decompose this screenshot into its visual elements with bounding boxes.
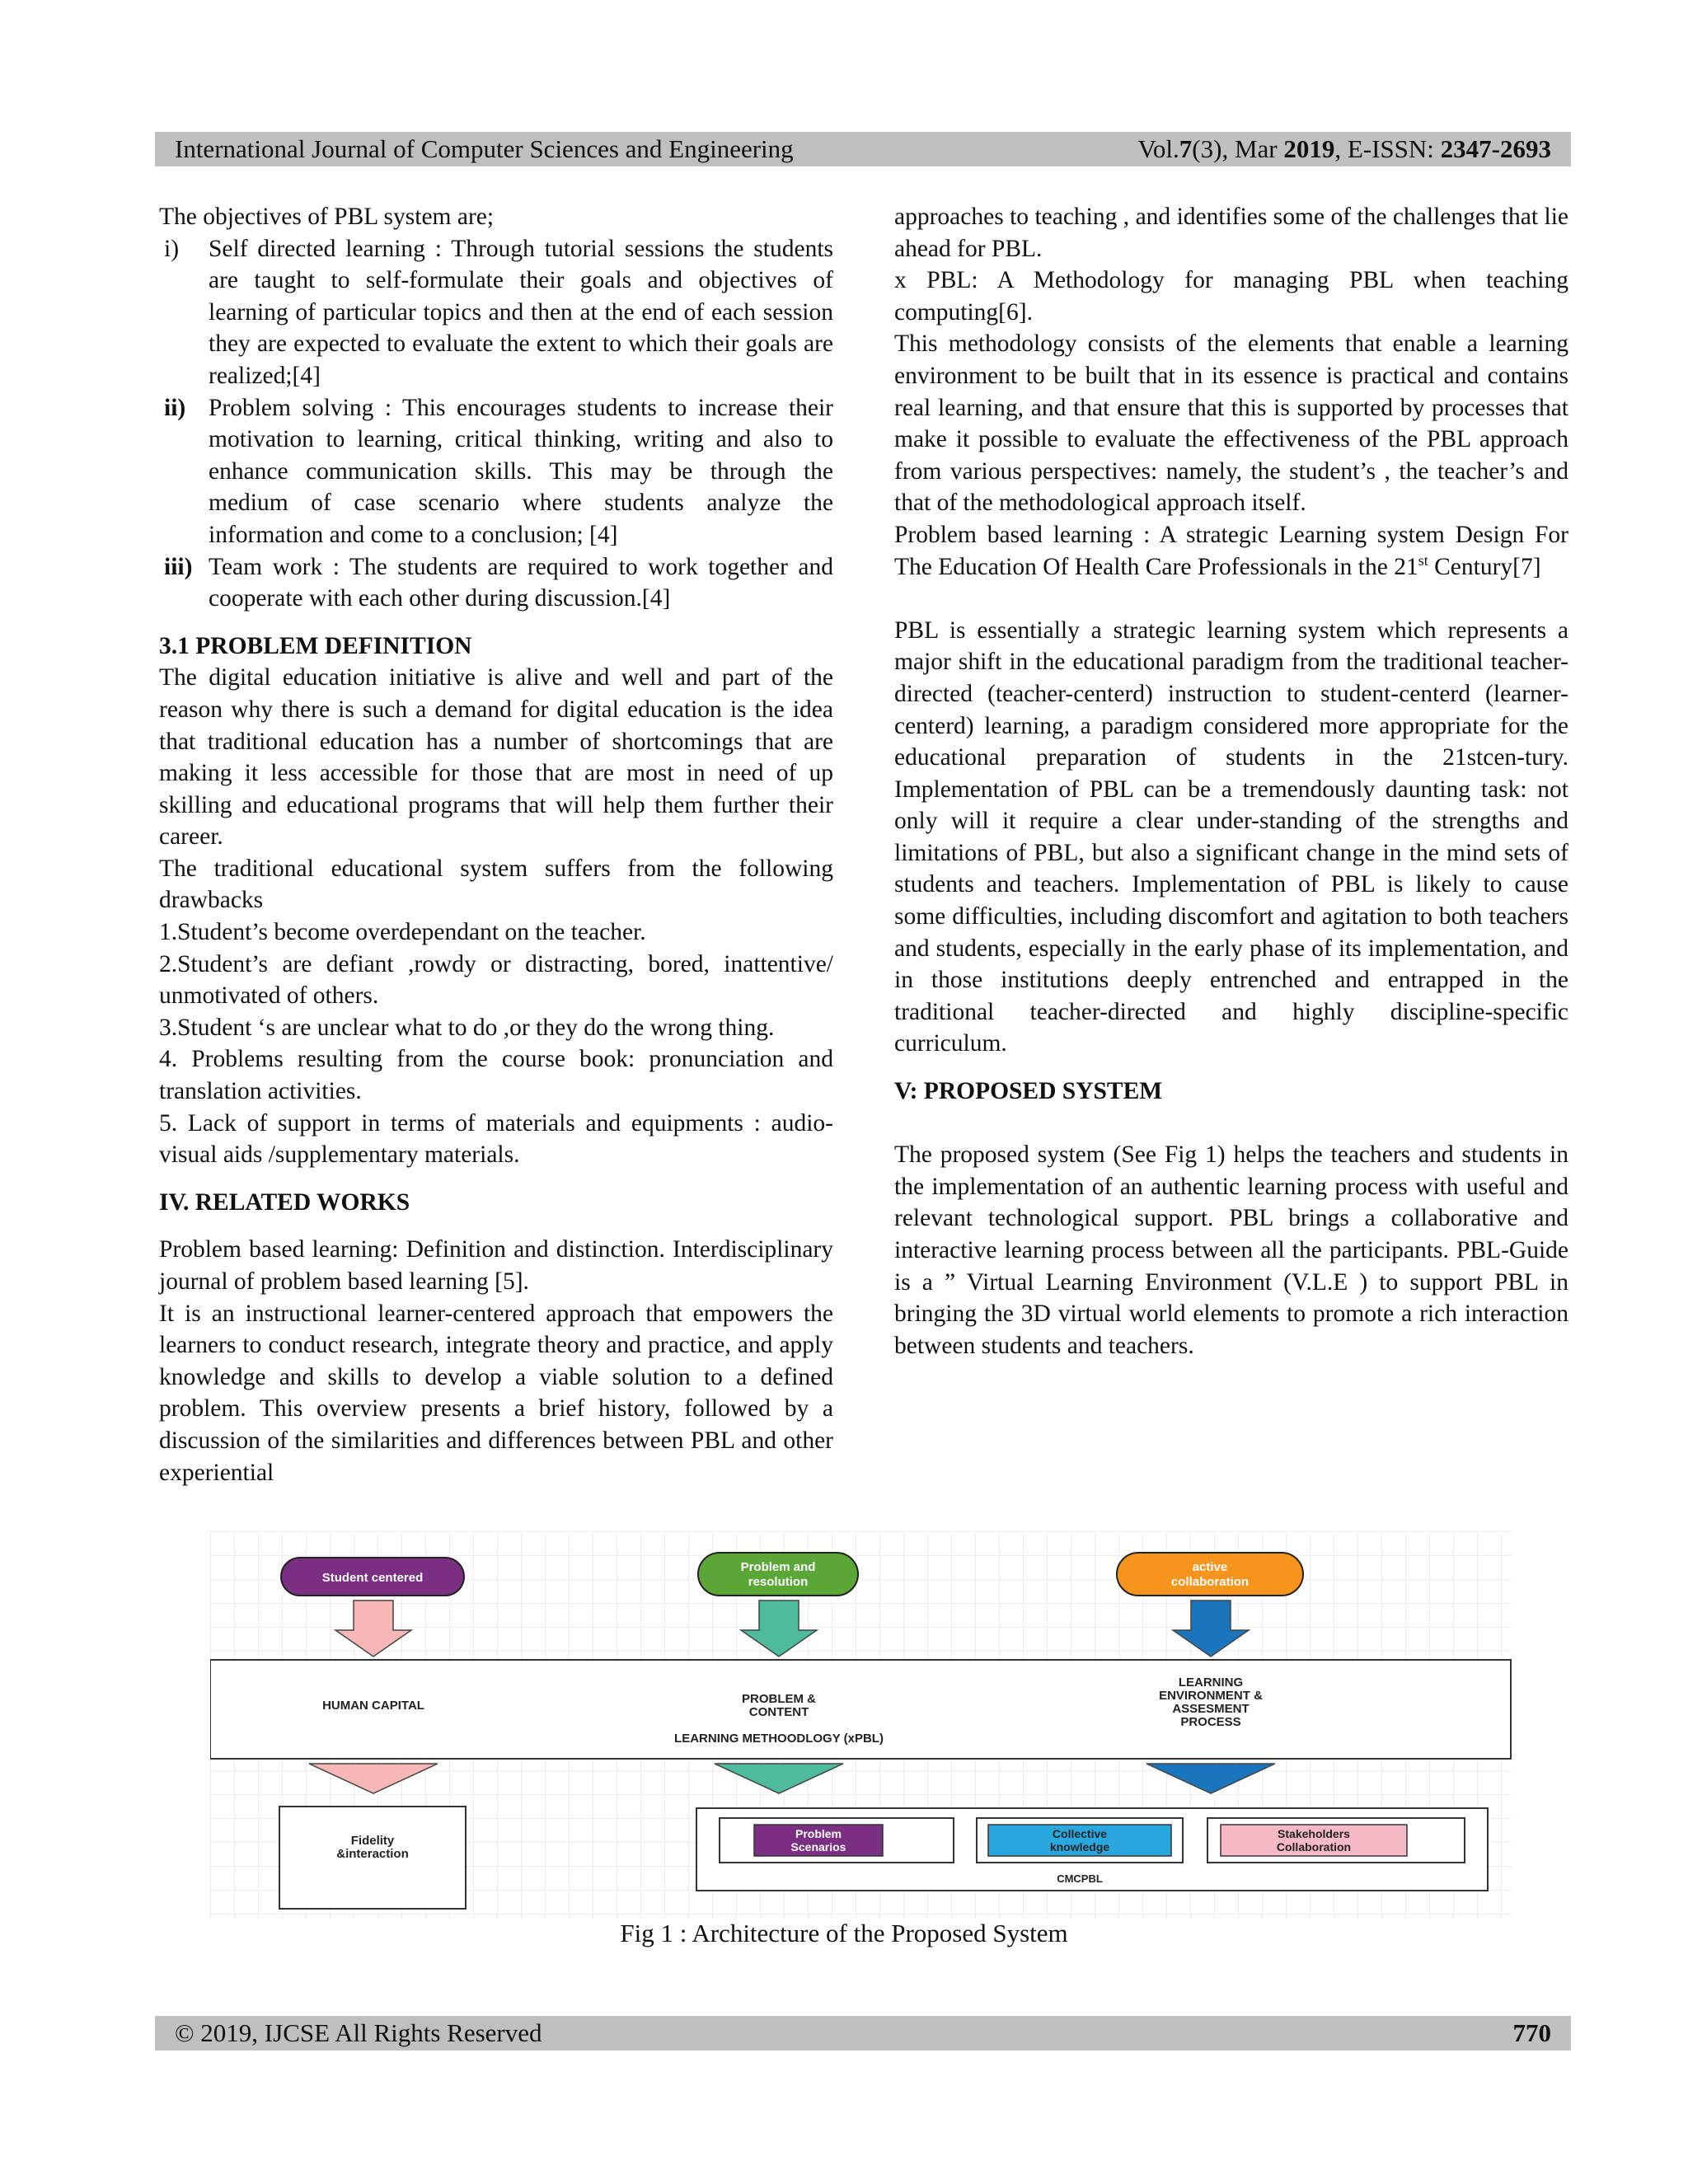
cmcpbl-label: CMCPBL [1057,1872,1103,1885]
list-item: ii) Problem solving : This encourages students to increase their motivation to learning, critical thinking, writing and also to enhance communication skills. This may be through the medium of case scenario where students analyze the information and come to a conclusion; [4] [164,394,833,548]
svg-text:Stakeholders: Stakeholders [1278,1827,1350,1840]
paragraph: It is an instructional learner-centered approach that empowers the learners to conduct research, integrate theory and practice, and apply knowledge and skills to develop a viable solution to a defined problem. This overview presents a brief history, followed by a discussion of the similarities and differences between PBL and other experiential [159,1300,833,1486]
section-heading-5: V: PROPOSED SYSTEM [894,1078,1163,1105]
drawback-item: 2.Student’s are defiant ,rowdy or distracting, bored, inattentive/ unmotivated of others. [159,950,833,1010]
reference-title: Problem based learning : A strategic Learning system Design For The Education Of Health Care Professionals in the 21st Century[7] [894,521,1568,580]
svg-text:collaboration: collaboration [1170,1575,1250,1589]
objectives-intro: The objectives of PBL system are; [159,204,495,230]
paragraph: PBL is essentially a strategic learning system which represents a major shift in the educational paradigm from the traditional teacher-directed (teacher-centerd) instruction to student-centerd (learner-centerd) learning, a paradigm considered more appropriate for the educational preparation of students in the 21stcen-tury. Implementation of PBL can be a tremendously daunting task: not only will it require a clear under-standing of the strengths and limitations of PBL, but also a significant change in the mind sets of students and teachers. Implementation of PBL is likely to cause some difficulties, including discomfort and agitation to both teachers and students, especially in the early phase of its implementation, and in those institutions deeply entrenched and entrapped in the traditional teacher-directed and highly discipline-specific curriculum. [894,616,1568,1057]
svg-text:knowledge: knowledge [1049,1840,1110,1854]
svg-text:resolution: resolution [748,1575,809,1589]
active-collaboration-pill [1117,1553,1303,1596]
drawback-item: 5. Lack of support in terms of materials and equipments : audio-visual aids /supplementary materials. [159,1109,833,1169]
paragraph: approaches to teaching , and identifies some of the challenges that lie ahead for PBL. [894,204,1568,262]
copyright: © 2019, IJCSE All Rights Reserved [175,2018,542,2047]
svg-text:HUMAN CAPITAL: HUMAN CAPITAL [322,1699,424,1713]
triangle-down-icon [309,1764,438,1793]
paragraph: The traditional educational system suffers from the following drawbacks [159,855,833,914]
section-heading-4: IV. RELATED WORKS [159,1188,410,1216]
methodology-label: LEARNING METHOODLOGY (xPBL) [674,1732,884,1746]
svg-text:ASSESMENT: ASSESMENT [1172,1702,1250,1716]
drawback-item: 1.Student’s become overdependant on the teacher. [159,919,646,946]
page-number: 770 [1512,2018,1551,2047]
paragraph: The proposed system (See Fig 1) helps the teachers and students in the implementation of an authentic learning process with useful and relevant technological support. PBL brings a collaborative and interactive learning process between all the participants. PBL-Guide is a ” Virtual Learning Environment (V.L.E ) to support PBL in bringing the 3D virtual world elements to promote a rich interaction between students and teachers. [894,1141,1568,1359]
problem-resolution-pill [698,1553,858,1596]
list-item: iii) Team work : The students are required to work together and cooperate with each other during discussion.[4] [164,553,833,612]
list-item: i) Self directed learning : Through tutorial sessions the students are taught to self-formulate their goals and objectives of learning of particular topics and then at the end of each session they are expected to evaluate the extent to which their goals are realized;[4] [164,235,833,389]
triangle-down-icon [1146,1764,1275,1793]
svg-text:active: active [1192,1560,1228,1574]
svg-text:PROBLEM &: PROBLEM & [742,1692,816,1706]
section-heading-3-1: 3.1 PROBLEM DEFINITION [159,632,472,659]
svg-text:Problem: Problem [795,1827,842,1840]
paragraph: x PBL: A Methodology for managing PBL when teaching computing[6]. [894,267,1568,326]
figure-caption: Fig 1 : Architecture of the Proposed System [620,1919,1068,1947]
arrow-down-icon [335,1601,411,1657]
page-footer [155,2016,1571,2050]
arrow-down-icon [741,1601,817,1657]
svg-text:Problem and: Problem and [740,1560,816,1574]
volume-info: Vol.7(3), Mar 2019, E-ISSN: 2347-2693 [1137,134,1551,163]
svg-text:CONTENT: CONTENT [748,1705,809,1719]
architecture-figure [210,1531,1512,1919]
svg-text:Collaboration: Collaboration [1276,1840,1352,1854]
drawback-item: 3.Student ‘s are unclear what to do ,or they do the wrong thing. [159,1014,775,1041]
svg-text:Collective: Collective [1052,1827,1108,1840]
left-column [159,201,833,1488]
svg-text:Fidelity: Fidelity [350,1834,395,1848]
arrow-down-icon [1173,1601,1249,1657]
svg-text:Scenarios: Scenarios [790,1840,846,1854]
paragraph: The digital education initiative is alive and well and part of the reason why there is such a demand for digital education is the idea that traditional education has a number of shortcomings that are making it less accessible for those that are most in need of up skilling and educational programs that will help them further their career. [159,664,833,851]
student-centered-label: Student centered [321,1571,424,1585]
architecture-diagram [210,1531,1512,1919]
objectives-list [159,233,833,615]
journal-title: International Journal of Computer Sciences and Engineering [175,134,794,163]
page-header [155,132,1571,166]
triangle-down-icon [715,1764,843,1793]
svg-text:PROCESS: PROCESS [1180,1715,1241,1729]
svg-text:LEARNING: LEARNING [1178,1675,1244,1690]
svg-text:&interaction: &interaction [336,1847,409,1861]
svg-text:ENVIRONMENT &: ENVIRONMENT & [1159,1689,1263,1703]
paragraph: This methodology consists of the elements that enable a learning environment to be built that in its essence is practical and contains real learning, and that ensure that this is supported by processes that make it possible to evaluate the effectiveness of the PBL approach from various perspectives: namely, the student’s , the teacher’s and that of the methodological approach itself. [894,330,1568,517]
paragraph: Problem based learning: Definition and distinction. Interdisciplinary journal of problem based learning [5]. [159,1236,833,1295]
drawback-item: 4. Problems resulting from the course book: pronunciation and translation activities. [159,1046,833,1105]
right-column [894,201,1568,1361]
